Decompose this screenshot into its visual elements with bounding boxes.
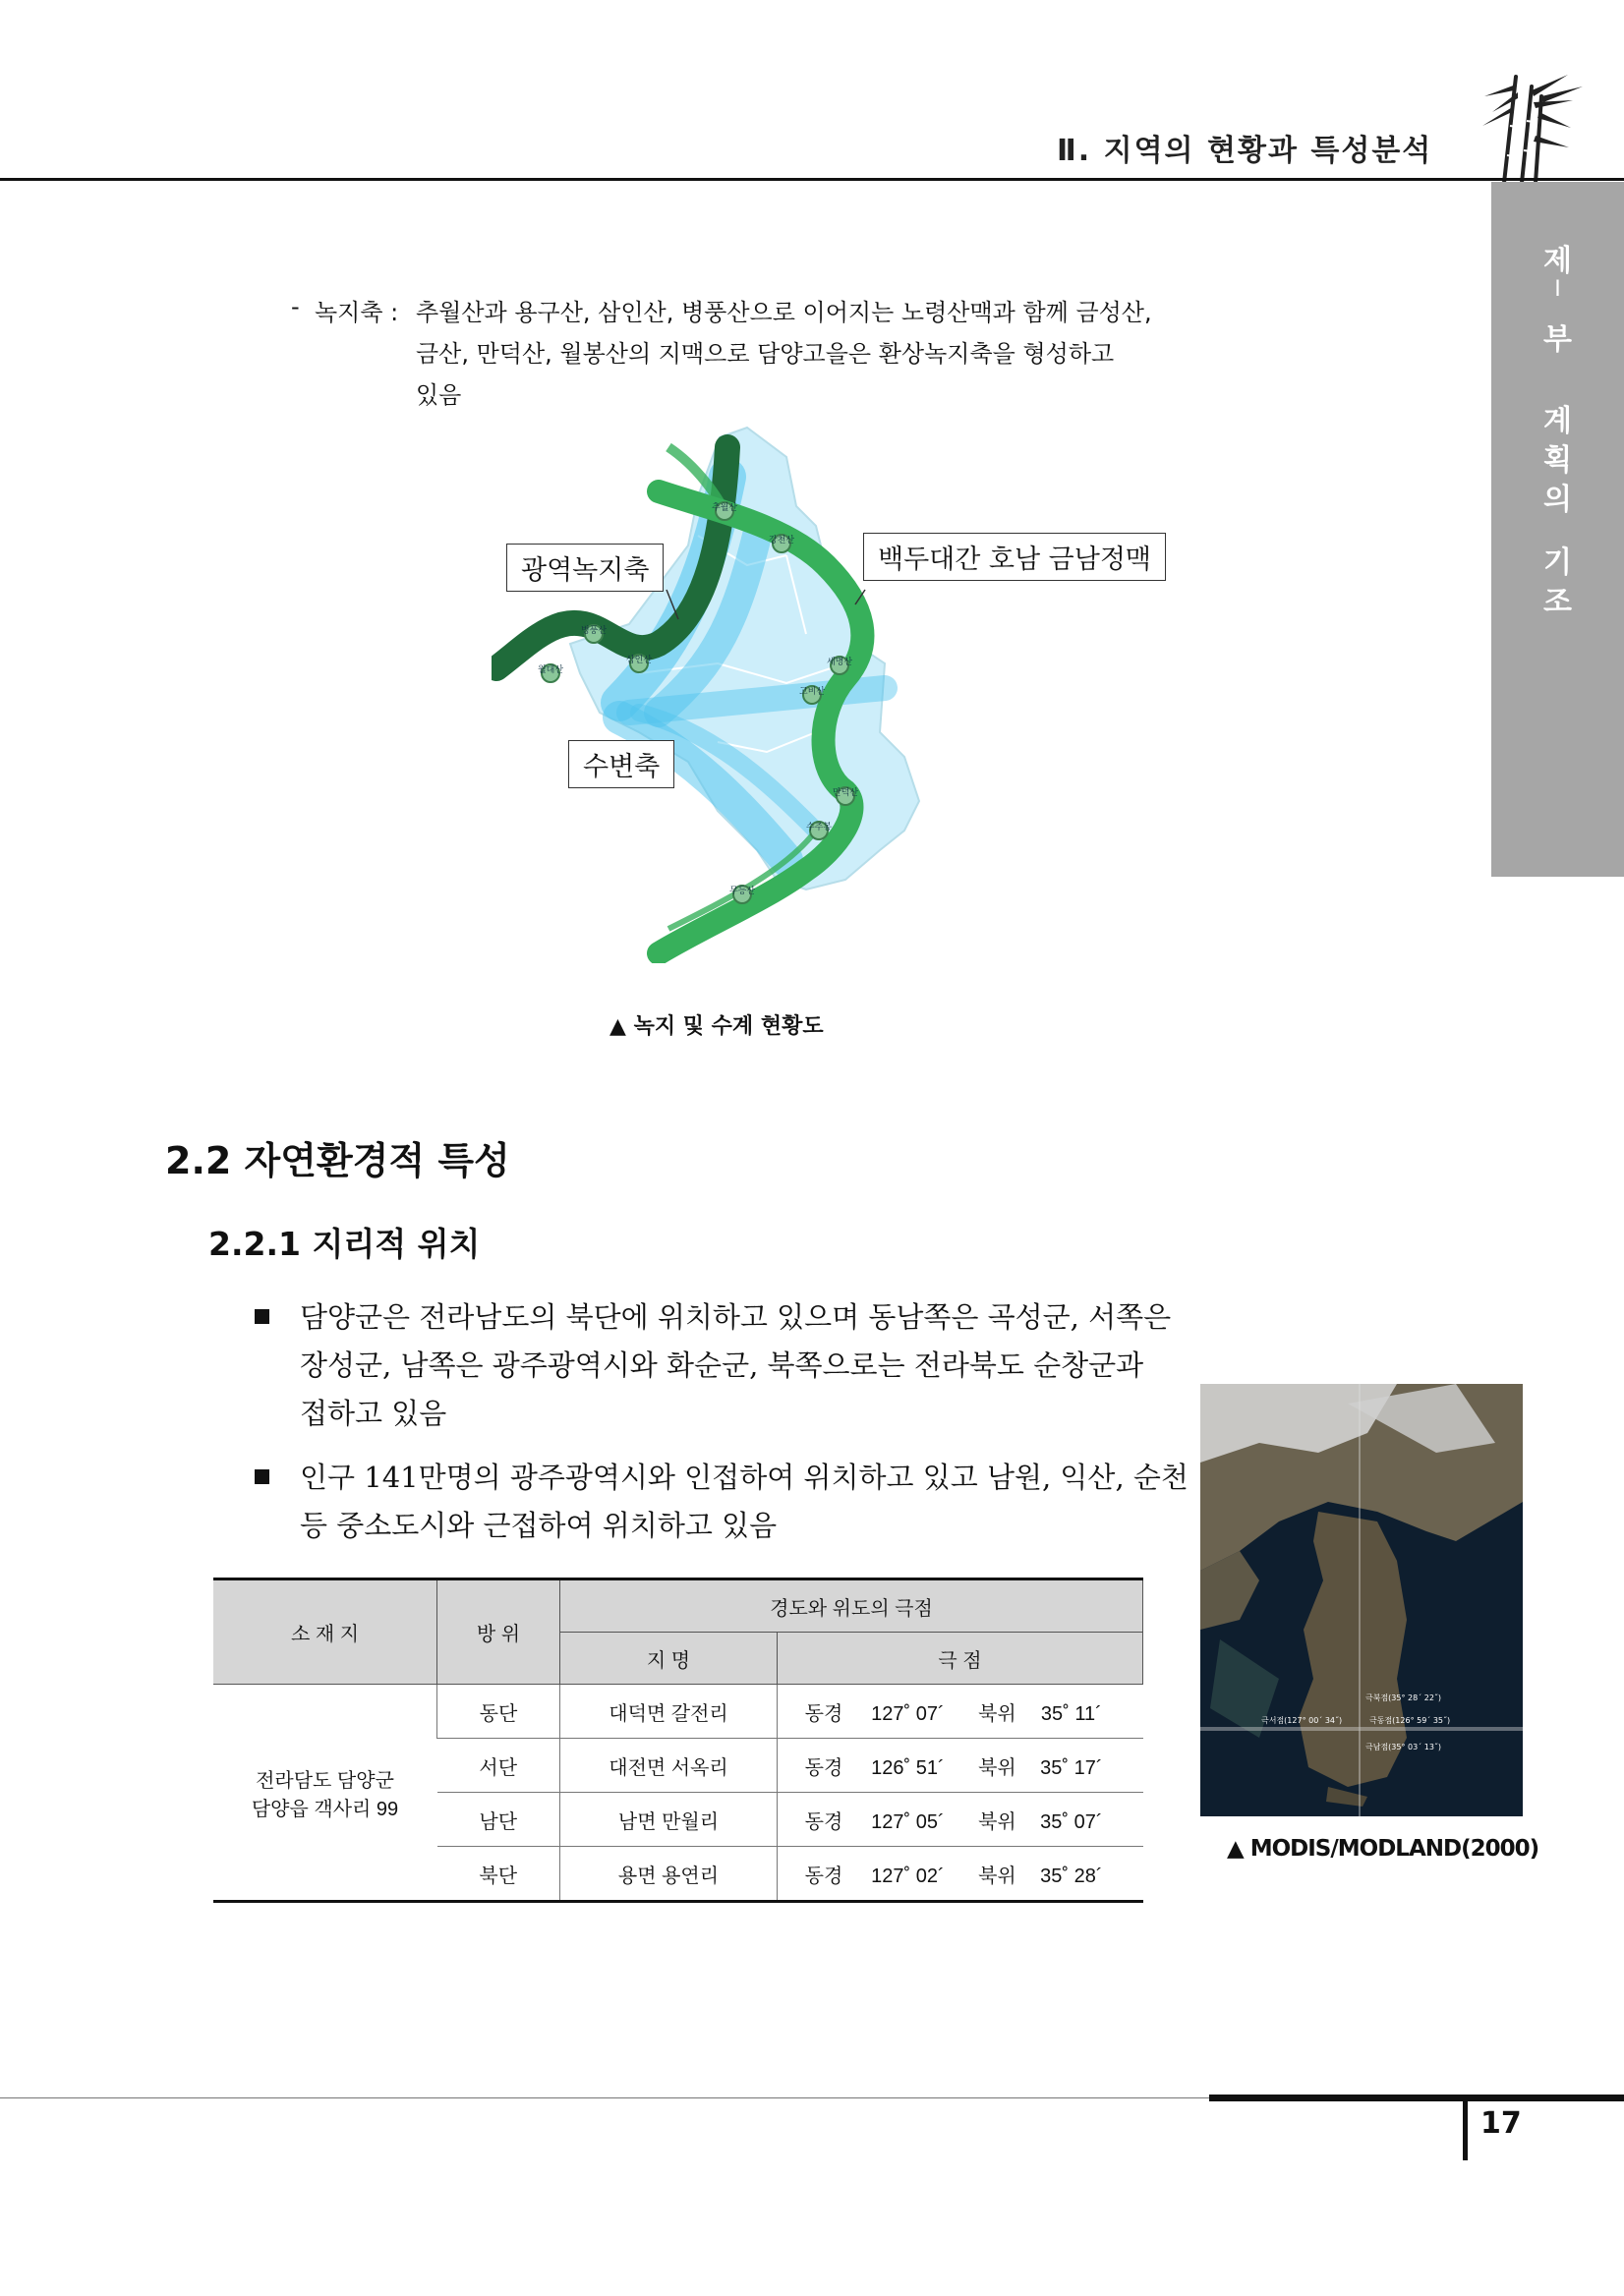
side-tab-char: 획 — [1543, 443, 1572, 478]
lat-value: 35˚ 17´ — [1040, 1756, 1103, 1779]
peak-label: 추월산 — [711, 503, 738, 513]
sat-label: 극남점(35° 03´ 13˝) — [1365, 1743, 1442, 1751]
side-tab-char: 조 — [1543, 585, 1572, 619]
place-cell: 대덕면 갈전리 — [560, 1685, 778, 1739]
map-label-baekdu: 백두대간 호남 금남정맥 — [863, 533, 1166, 581]
map-label-regional-green: 광역녹지축 — [506, 544, 664, 592]
list-dash: - — [291, 293, 300, 320]
place-cell: 대전면 서옥리 — [560, 1739, 778, 1793]
header-point: 극 점 — [778, 1633, 1143, 1685]
green-water-map — [492, 418, 1199, 963]
direction-cell: 북단 — [437, 1847, 560, 1902]
lat-value: 35˚ 07´ — [1040, 1810, 1103, 1833]
bullet-line: 등 중소도시와 근접하여 위치하고 있음 — [300, 1509, 778, 1542]
map-caption: ▲ 녹지 및 수계 현황도 — [609, 1014, 824, 1039]
lat-label: 북위 — [978, 1810, 1016, 1833]
lon-value: 127˚ 02´ — [871, 1865, 945, 1887]
side-tab-char: 제 — [1543, 244, 1572, 278]
sat-label: 극서점(127° 00´ 34˝) — [1261, 1716, 1343, 1725]
header-location: 소 재 지 — [213, 1579, 437, 1685]
location-cell — [213, 1685, 437, 1902]
map-label-waterside: 수변축 — [568, 740, 674, 788]
side-tab-char: 의 — [1543, 483, 1572, 517]
lat-label: 북위 — [978, 1865, 1016, 1887]
peak-label: 무등산 — [728, 887, 756, 896]
lat-value: 35˚ 11´ — [1040, 1702, 1102, 1725]
lat-label: 북위 — [978, 1756, 1016, 1779]
side-tab — [1491, 182, 1624, 877]
map-graphic — [492, 418, 1199, 963]
lon-label: 동경 — [804, 1810, 843, 1833]
sat-label: 극동점(126° 59´ 35˝) — [1369, 1716, 1451, 1725]
direction-cell: 남단 — [437, 1793, 560, 1847]
bullet-line: 장성군, 남쪽은 광주광역시와 화순군, 북쪽으로는 전라북도 순창군과 — [300, 1349, 1144, 1382]
peak-label: 세명산 — [826, 658, 853, 667]
satellite-image — [1200, 1384, 1523, 1816]
point-cell — [778, 1739, 1143, 1793]
satellite-caption: ▲ MODIS/MODLAND(2000) — [1227, 1836, 1539, 1862]
green-axis-label: 녹지축 : — [315, 299, 399, 326]
footer-rule-thick — [1209, 2095, 1624, 2101]
header-direction: 방 위 — [437, 1579, 560, 1685]
paragraph-line: 추월산과 용구산, 삼인산, 병풍산으로 이어지는 노령산맥과 함께 금성산, — [416, 299, 1152, 326]
lon-label: 동경 — [804, 1865, 843, 1887]
page-number-bar — [1463, 2099, 1468, 2160]
direction-cell: 서단 — [437, 1739, 560, 1793]
location-line: 담양읍 객사리 99 — [251, 1798, 399, 1820]
bullet-line: 접하고 있음 — [300, 1397, 447, 1430]
location-line: 전라담도 담양군 — [256, 1769, 394, 1792]
direction-cell: 동단 — [437, 1685, 560, 1739]
lat-label: 북위 — [978, 1702, 1016, 1725]
peak-label: 강천산 — [768, 536, 795, 545]
satellite-graphic — [1200, 1384, 1523, 1816]
lon-label: 동경 — [804, 1702, 843, 1725]
point-cell — [778, 1847, 1143, 1902]
sat-label: 극북점(35° 28´ 22˝) — [1365, 1693, 1442, 1702]
header-title: Ⅱ. 지역의 현황과 특성분석 — [1057, 134, 1433, 168]
bullet-square-icon — [255, 1469, 269, 1484]
bamboo-icon — [1475, 67, 1593, 185]
lon-value: 127˚ 05´ — [871, 1810, 945, 1833]
header-extreme-group: 경도와 위도의 극점 — [560, 1579, 1143, 1633]
bullet-line: 인구 141만명의 광주광역시와 인접하여 위치하고 있고 남원, 익산, 순천 — [300, 1461, 1189, 1494]
peak-label: 만덕산 — [832, 788, 859, 798]
extreme-points-table — [213, 1578, 1143, 1903]
lon-value: 127˚ 07´ — [871, 1702, 945, 1725]
point-cell — [778, 1793, 1143, 1847]
side-tab-char: 부 — [1543, 322, 1572, 357]
paragraph-line: 금산, 만덕산, 월봉산의 지맥으로 담양고을은 환상녹지축을 형성하고 — [416, 340, 1115, 368]
peak-label: 고비산 — [798, 687, 826, 697]
lat-value: 35˚ 28´ — [1040, 1865, 1103, 1887]
peak-label: 월대산 — [537, 665, 564, 675]
table-row — [213, 1685, 1143, 1739]
peak-label: 수주봉 — [805, 823, 833, 832]
footer-rule — [0, 2097, 1209, 2098]
page-number: 17 — [1480, 2106, 1522, 2141]
peak-label: 삼인산 — [625, 656, 653, 665]
header-rule — [0, 178, 1624, 181]
side-tab-char: Ⅰ — [1554, 277, 1561, 302]
bullet-line: 담양군은 전라남도의 북단에 위치하고 있으며 동남쪽은 곡성군, 서쪽은 — [300, 1300, 1172, 1334]
bullet-square-icon — [255, 1309, 269, 1324]
subsection-heading: 2.2.1 지리적 위치 — [208, 1225, 481, 1263]
side-tab-char: 기 — [1543, 545, 1572, 580]
lon-label: 동경 — [804, 1756, 843, 1779]
section-heading: 2.2 자연환경적 특성 — [165, 1139, 510, 1182]
paragraph-line: 있음 — [416, 381, 462, 409]
side-tab-char: 계 — [1543, 404, 1572, 438]
header-place: 지 명 — [560, 1633, 778, 1685]
point-cell — [778, 1685, 1143, 1739]
place-cell: 남면 만월리 — [560, 1793, 778, 1847]
place-cell: 용면 용연리 — [560, 1847, 778, 1902]
lon-value: 126˚ 51´ — [871, 1756, 945, 1779]
peak-label: 병풍산 — [580, 626, 608, 636]
